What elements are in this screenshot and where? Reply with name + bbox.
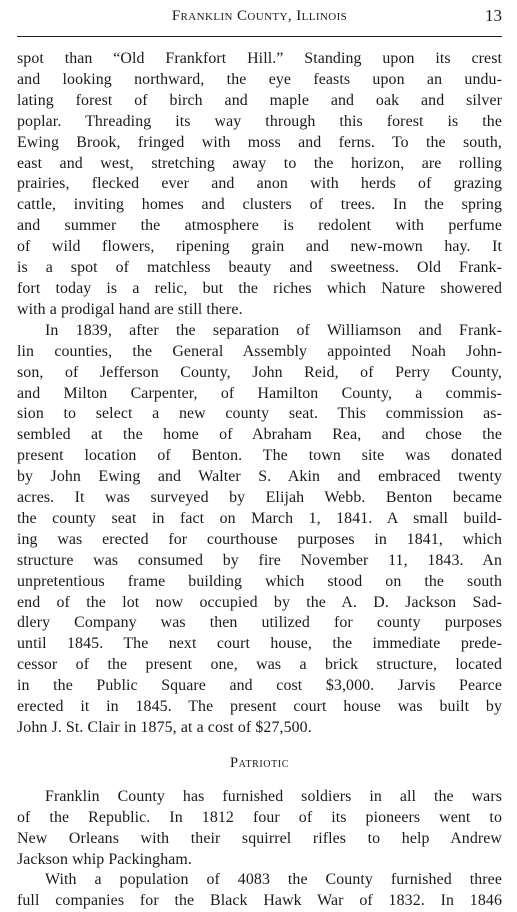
text-line: fort today is a relic, but the riches which Nature showered: [17, 279, 502, 297]
text-line: sembled at the home of Abraham Rea, and chose the: [17, 426, 502, 444]
paragraph-old-frankfort: [17, 49, 502, 321]
text-line: erected it in 1845. The present court house was built by: [17, 698, 502, 716]
text-line: Franklin County has furnished soldiers in all the wars: [45, 787, 502, 805]
text-line: poplar. Threading its way through this forest is the: [17, 112, 502, 130]
book-page: [17, 0, 502, 910]
text-line: ing was erected for courthouse purposes in 1841, which: [17, 530, 502, 548]
text-line: east and west, stretching away to the horizon, are rolling: [17, 154, 502, 172]
text-line: of wild flowers, ripening grain and new-mown hay. It: [17, 238, 502, 256]
body-text: [17, 49, 502, 912]
text-line: is a spot of matchless beauty and sweetness. Old Frank-: [17, 259, 502, 277]
text-line: structure was consumed by fire November 11, 1843. An: [17, 551, 502, 569]
text-line: in the Public Square and cost $3,000. Jarvis Pearce: [17, 677, 502, 695]
text-line: cessor of the present one, was a brick structure, located: [17, 656, 502, 674]
text-line: with a prodigal hand are still there.: [17, 300, 243, 318]
text-line: son, of Jefferson County, John Reid, of Perry County,: [17, 363, 502, 381]
running-title: Franklin County, Illinois: [171, 8, 348, 24]
text-line: New Orleans with their squirrel rifles to help Andrew: [17, 829, 502, 847]
text-line: prairies, flecked ever and anon with herds of grazing: [17, 175, 502, 193]
text-line: end of the lot now occupied by the A. D. Jackson Sad-: [17, 593, 502, 611]
text-line: present location of Benton. The town site was donated: [17, 447, 502, 465]
text-line: Ewing Brook, fringed with moss and ferns. To the south,: [17, 133, 502, 151]
text-line: dlery Company was then utilized for county purposes: [17, 614, 502, 632]
text-line: lin counties, the General Assembly appointed Noah John-: [17, 342, 502, 360]
text-line: In 1839, after the separation of Williamson and Frank-: [45, 321, 502, 339]
text-line: John J. St. Clair in 1875, at a cost of $27,500.: [17, 719, 312, 736]
paragraph-patriotic: [17, 787, 502, 871]
text-line: until 1845. The next court house, the immediate prede-: [17, 635, 502, 653]
text-line: spot than “Old Frankfort Hill.” Standing upon its crest: [17, 50, 502, 67]
page-number: 13: [485, 6, 502, 25]
text-line: by John Ewing and Walter S. Akin and embraced twenty: [17, 468, 502, 486]
text-line: cattle, inviting homes and clusters of trees. In the spring: [17, 196, 502, 214]
text-line: and looking northward, the eye feasts upon an undu-: [17, 70, 502, 88]
text-line: and summer the atmosphere is redolent with perfume: [17, 217, 502, 235]
text-line: full companies for the Black Hawk War of 1832. In 1846: [17, 892, 502, 910]
text-line: acres. It was surveyed by Elijah Webb. Benton became: [17, 489, 502, 507]
text-line: of the Republic. In 1812 four of its pioneers went to: [17, 808, 502, 826]
paragraph-county-seat: [17, 321, 502, 739]
text-line: sion to select a new county seat. This commission as-: [17, 405, 502, 423]
text-line: the county seat in fact on March 1, 1841. A small build-: [17, 509, 502, 527]
text-line: Jackson whip Packingham.: [17, 850, 192, 868]
running-head: [17, 0, 502, 37]
text-line: unpretentious frame building which stood on the south: [17, 572, 502, 590]
text-line: and Milton Carpenter, of Hamilton County, a commis-: [17, 384, 502, 402]
text-line: lating forest of birch and maple and oak and silver: [17, 91, 502, 109]
section-heading: Patriotic: [229, 754, 290, 771]
paragraph-black-hawk: [17, 870, 502, 912]
text-line: With a population of 4083 the County furnished three: [45, 871, 502, 889]
